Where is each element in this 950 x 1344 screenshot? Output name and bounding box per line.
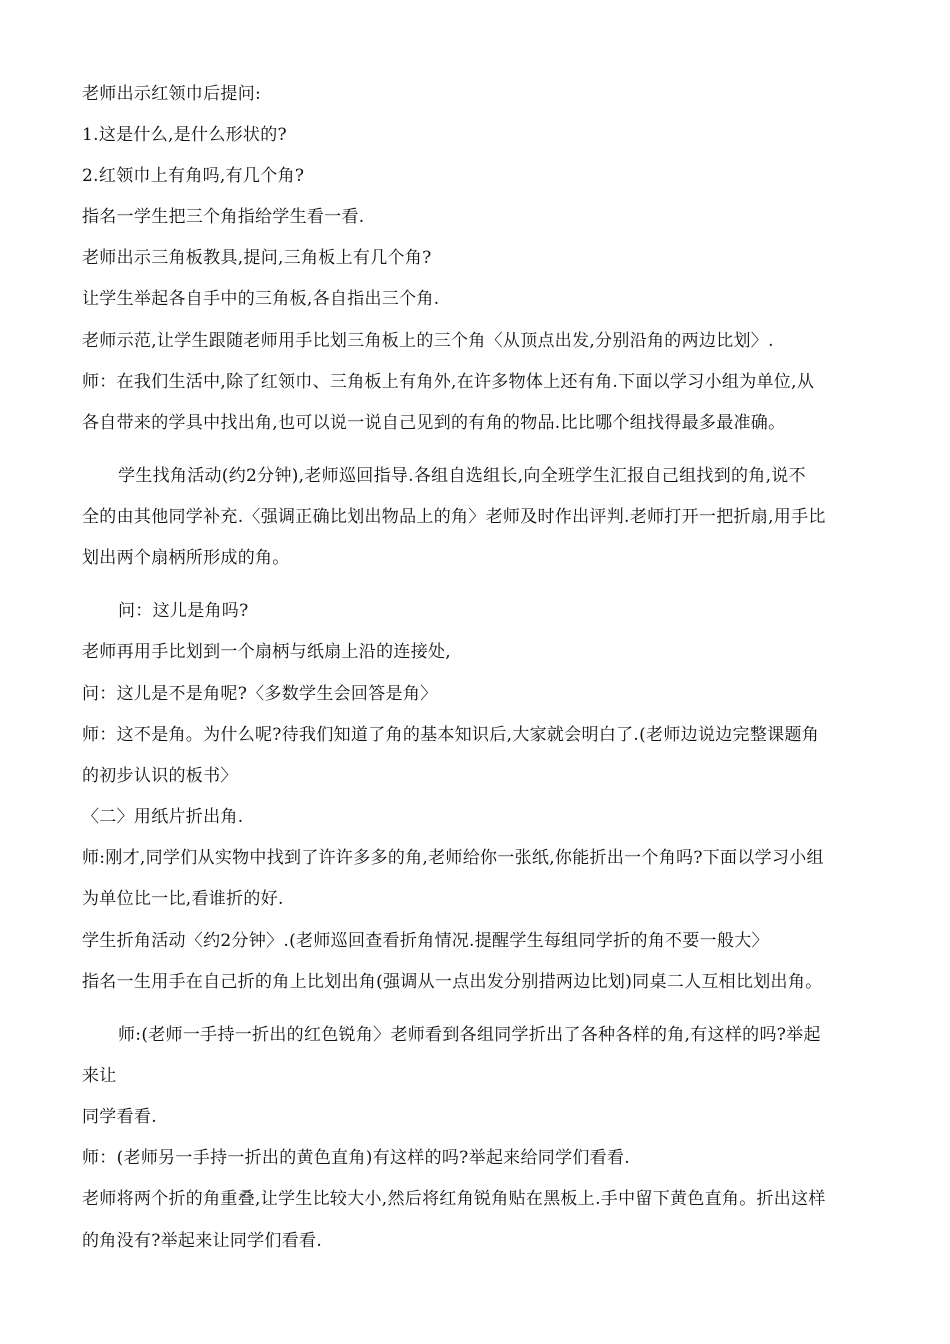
text-line: 指名一生用手在自己折的角上比划出角(强调从一点出发分别措两边比划)同桌二人互相比划出角。 — [82, 972, 823, 992]
text-line: 师:刚才,同学们从实物中找到了许许多多的角,老师给你一张纸,你能折出一个角吗?下面以学习小组 — [82, 848, 824, 868]
text-line: 指名一学生把三个角指给学生看一看. — [82, 207, 365, 227]
text-line: 让学生举起各自手中的三角板,各自指出三个角. — [82, 289, 440, 309]
text-line: 为单位比一比,看谁折的好. — [82, 889, 284, 909]
text-line: 师：(老师另一手持一折出的黄色直角)有这样的吗?举起来给同学们看看. — [82, 1148, 630, 1168]
text-line: 学生找角活动(约2分钟),老师巡回指导.各组自选组长,向全班学生汇报自己组找到的角,说不 — [118, 466, 806, 486]
text-line: 的角没有?举起来让同学们看看. — [82, 1231, 323, 1251]
text-line: 1.这是什么,是什么形状的? — [82, 125, 287, 145]
text-line: 师：这不是角。为什么呢?待我们知道了角的基本知识后,大家就会明白了.(老师边说边完整课题角 — [82, 725, 820, 745]
text-line: 来让 — [82, 1066, 117, 1086]
text-line: 同学看看. — [82, 1107, 157, 1127]
text-line: 老师再用手比划到一个扇柄与纸扇上沿的连接处, — [82, 642, 452, 662]
text-line: 全的由其他同学补充.〈强调正确比划出物品上的角〉老师及时作出评判.老师打开一把折扇,用手比 — [82, 507, 826, 527]
text-line: 划出两个扇柄所形成的角。 — [82, 548, 290, 568]
text-line: 老师出示三角板教具,提问,三角板上有几个角? — [82, 248, 432, 268]
text-line: 2.红领巾上有角吗,有几个角? — [82, 166, 305, 186]
text-line: 问：这儿是角吗? — [118, 601, 249, 621]
text-line: 老师将两个折的角重叠,让学生比较大小,然后将红角锐角贴在黑板上.手中留下黄色直角。折出这样 — [82, 1189, 826, 1209]
text-line: 学生折角活动〈约2分钟〉.(老师巡回查看折角情况.提醒学生每组同学折的角不要一般大〉 — [82, 931, 769, 951]
text-line: 的初步认识的板书〉 — [82, 766, 238, 786]
text-line: 问：这儿是不是角呢?〈多数学生会回答是角〉 — [82, 684, 438, 704]
text-line: 师：在我们生活中,除了红领巾、三角板上有角外,在许多物体上还有角.下面以学习小组为单位,从 — [82, 372, 815, 392]
text-line: 老师示范,让学生跟随老师用手比划三角板上的三个角〈从顶点出发,分别沿角的两边比划〉. — [82, 331, 774, 351]
text-line: 师:(老师一手持一折出的红色锐角〉老师看到各组同学折出了各种各样的角,有这样的吗?举起 — [118, 1025, 821, 1045]
text-line: 老师出示红领巾后提问: — [82, 84, 262, 104]
text-line: 〈二〉用纸片折出角. — [82, 807, 244, 827]
text-line: 各自带来的学具中找出角,也可以说一说自己见到的有角的物品.比比哪个组找得最多最准确。 — [82, 413, 786, 433]
